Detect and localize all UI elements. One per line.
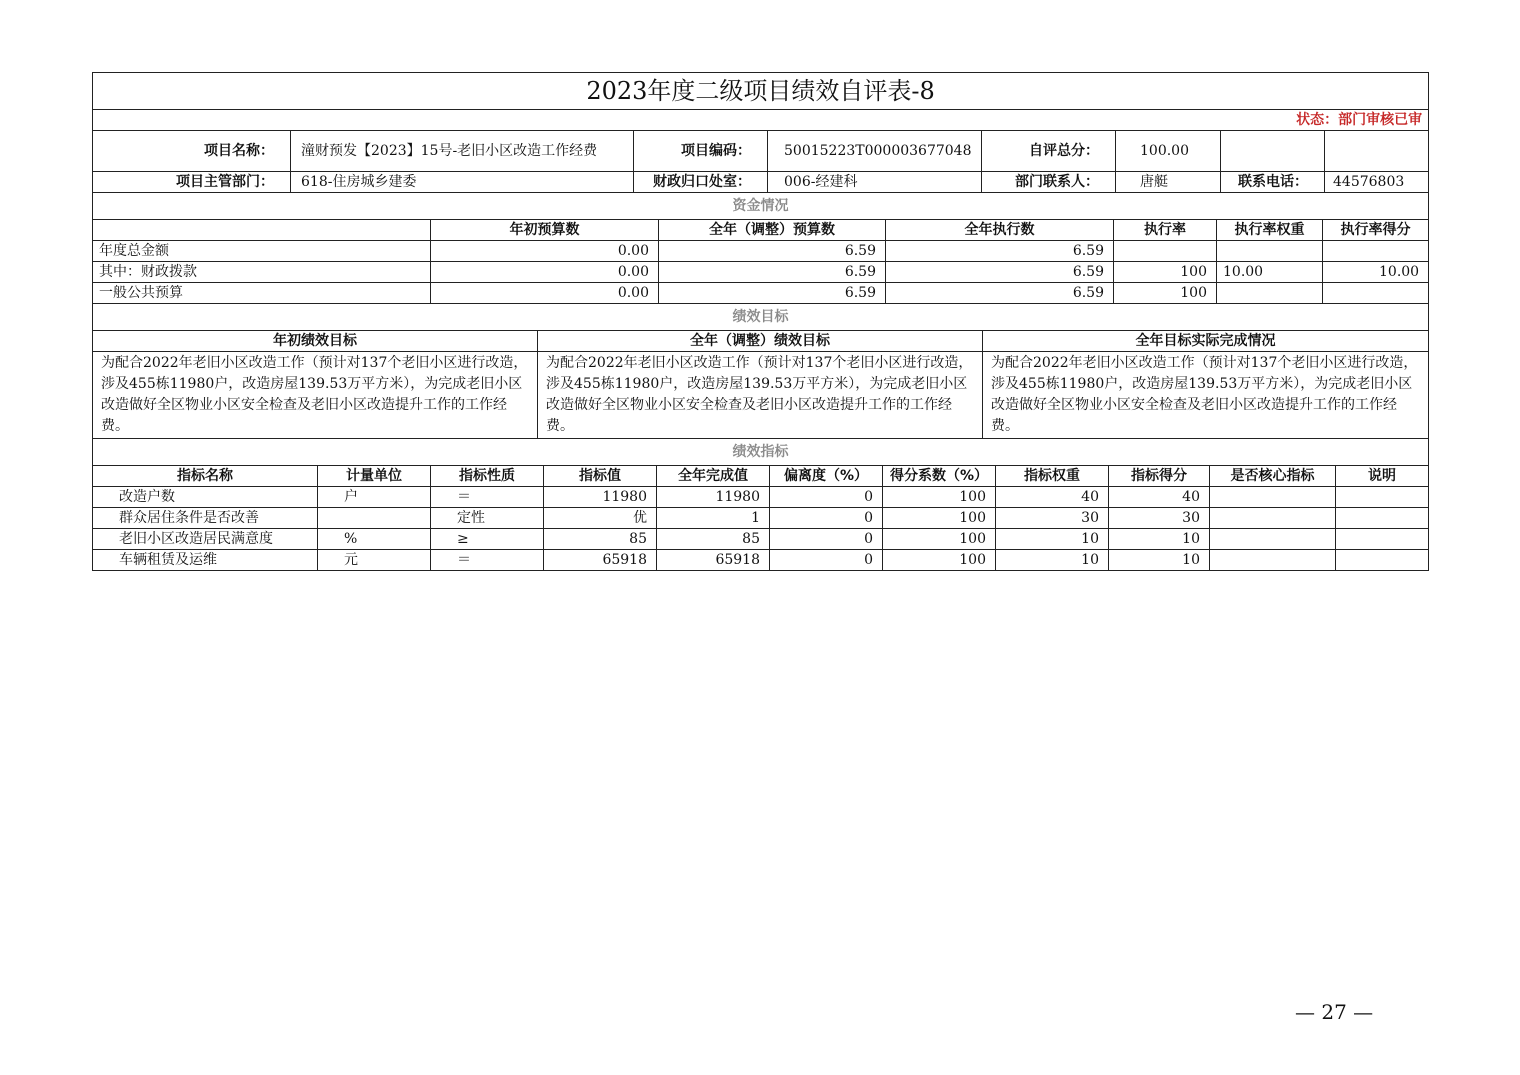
indicator-header: 得分系数（%） bbox=[883, 466, 996, 487]
funds-cell: 6.59 bbox=[659, 262, 886, 283]
phone-value: 44576803 bbox=[1325, 172, 1429, 193]
funds-cell: 0.00 bbox=[431, 241, 659, 262]
indicator-header: 指标值 bbox=[544, 466, 657, 487]
funds-header: 全年（调整）预算数 bbox=[659, 220, 886, 241]
funds-cell: 0.00 bbox=[431, 262, 659, 283]
indicator-header: 全年完成值 bbox=[657, 466, 770, 487]
indicator-header: 说明 bbox=[1336, 466, 1429, 487]
indicator-header: 计量单位 bbox=[318, 466, 431, 487]
funds-cell: 6.59 bbox=[659, 241, 886, 262]
funds-section-title: 资金情况 bbox=[93, 193, 1429, 220]
self-evaluation-form bbox=[92, 72, 1428, 571]
table-row bbox=[93, 550, 1429, 571]
indicator-cell: 老旧小区改造居民满意度 bbox=[93, 529, 318, 550]
funds-cell: 6.59 bbox=[886, 283, 1114, 304]
indicators-table bbox=[92, 438, 1429, 571]
indicator-cell bbox=[1210, 550, 1336, 571]
indicator-cell: 定性 bbox=[431, 508, 544, 529]
funds-cell bbox=[1114, 241, 1217, 262]
indicator-cell: 10 bbox=[996, 529, 1109, 550]
goals-table bbox=[92, 303, 1429, 439]
goals-header-actual: 全年目标实际完成情况 bbox=[983, 331, 1429, 352]
funds-cell: 6.59 bbox=[886, 241, 1114, 262]
indicator-cell: 0 bbox=[770, 529, 883, 550]
indicator-cell bbox=[1336, 529, 1429, 550]
empty-cell bbox=[1221, 131, 1325, 172]
indicator-cell: 10 bbox=[996, 550, 1109, 571]
funds-cell: 100 bbox=[1114, 283, 1217, 304]
indicator-cell: 0 bbox=[770, 508, 883, 529]
indicator-cell: 30 bbox=[996, 508, 1109, 529]
indicator-cell: 85 bbox=[544, 529, 657, 550]
table-row bbox=[93, 241, 1429, 262]
indicator-cell: 40 bbox=[1109, 487, 1210, 508]
goal-text-initial: 为配合2022年老旧小区改造工作（预计对137个老旧小区进行改造，涉及455栋11980户，改造房屋139.53万平方米），为完成老旧小区改造做好全区物业小区安全检查及老旧小区改造提升工作的工作经费。 bbox=[93, 352, 538, 439]
project-code-value: 50015223T000003677048 bbox=[768, 131, 982, 172]
indicator-cell: 11980 bbox=[544, 487, 657, 508]
project-info-table bbox=[92, 72, 1429, 193]
finance-office-value: 006-经建科 bbox=[768, 172, 982, 193]
indicator-cell: ≥ bbox=[431, 529, 544, 550]
indicator-cell: % bbox=[318, 529, 431, 550]
goal-text-adjusted: 为配合2022年老旧小区改造工作（预计对137个老旧小区进行改造，涉及455栋11980户，改造房屋139.53万平方米），为完成老旧小区改造做好全区物业小区安全检查及老旧小区改造提升工作的工作经费。 bbox=[538, 352, 983, 439]
indicator-cell: 40 bbox=[996, 487, 1109, 508]
indicator-cell bbox=[1336, 508, 1429, 529]
indicator-header: 指标得分 bbox=[1109, 466, 1210, 487]
indicator-header: 指标名称 bbox=[93, 466, 318, 487]
dept-label: 项目主管部门： bbox=[93, 172, 291, 193]
dept-value: 618-住房城乡建委 bbox=[291, 172, 634, 193]
funds-header: 执行率 bbox=[1114, 220, 1217, 241]
indicator-cell: ＝ bbox=[431, 487, 544, 508]
project-name-label: 项目名称： bbox=[93, 131, 291, 172]
funds-cell: 0.00 bbox=[431, 283, 659, 304]
indicator-cell: 65918 bbox=[544, 550, 657, 571]
indicator-cell bbox=[1336, 550, 1429, 571]
indicator-cell: 10 bbox=[1109, 529, 1210, 550]
project-code-label: 项目编码： bbox=[634, 131, 768, 172]
funds-cell: 年度总金额 bbox=[93, 241, 431, 262]
indicator-cell bbox=[1210, 508, 1336, 529]
indicator-cell bbox=[1210, 487, 1336, 508]
status-badge: 状态：部门审核已审 bbox=[93, 110, 1429, 131]
funds-header: 执行率得分 bbox=[1323, 220, 1429, 241]
indicator-cell: 100 bbox=[883, 529, 996, 550]
indicator-cell: 85 bbox=[657, 529, 770, 550]
funds-header: 全年执行数 bbox=[886, 220, 1114, 241]
indicator-cell: 100 bbox=[883, 487, 996, 508]
funds-cell: 100 bbox=[1114, 262, 1217, 283]
indicator-cell bbox=[1336, 487, 1429, 508]
funds-cell: 10.00 bbox=[1217, 262, 1323, 283]
score-value: 100.00 bbox=[1116, 131, 1221, 172]
goals-header-initial: 年初绩效目标 bbox=[93, 331, 538, 352]
score-label: 自评总分： bbox=[982, 131, 1116, 172]
funds-cell: 10.00 bbox=[1323, 262, 1429, 283]
contact-value: 唐艇 bbox=[1116, 172, 1221, 193]
funds-cell bbox=[1323, 241, 1429, 262]
form-title: 2023年度二级项目绩效自评表-8 bbox=[93, 73, 1429, 110]
funds-header: 年初预算数 bbox=[431, 220, 659, 241]
funds-cell: 一般公共预算 bbox=[93, 283, 431, 304]
indicator-cell: 10 bbox=[1109, 550, 1210, 571]
table-row bbox=[93, 262, 1429, 283]
table-row bbox=[93, 283, 1429, 304]
table-row bbox=[93, 508, 1429, 529]
indicator-cell bbox=[318, 508, 431, 529]
indicators-section-title: 绩效指标 bbox=[93, 439, 1429, 466]
indicator-cell: 11980 bbox=[657, 487, 770, 508]
indicator-cell: 1 bbox=[657, 508, 770, 529]
contact-label: 部门联系人： bbox=[982, 172, 1116, 193]
indicator-cell: 户 bbox=[318, 487, 431, 508]
table-row bbox=[93, 529, 1429, 550]
goals-section-title: 绩效目标 bbox=[93, 304, 1429, 331]
finance-office-label: 财政归口处室： bbox=[634, 172, 768, 193]
funds-table bbox=[92, 192, 1429, 304]
page-number: — 27 — bbox=[1295, 1000, 1374, 1024]
funds-cell: 6.59 bbox=[659, 283, 886, 304]
funds-cell bbox=[1217, 283, 1323, 304]
indicator-cell: 30 bbox=[1109, 508, 1210, 529]
funds-cell: 6.59 bbox=[886, 262, 1114, 283]
goal-text-actual: 为配合2022年老旧小区改造工作（预计对137个老旧小区进行改造，涉及455栋11980户，改造房屋139.53万平方米），为完成老旧小区改造做好全区物业小区安全检查及老旧小区改造提升工作的工作经费。 bbox=[983, 352, 1429, 439]
indicator-cell: 优 bbox=[544, 508, 657, 529]
indicator-cell: 100 bbox=[883, 508, 996, 529]
indicator-cell: 0 bbox=[770, 487, 883, 508]
funds-cell bbox=[1323, 283, 1429, 304]
table-row bbox=[93, 487, 1429, 508]
indicator-cell: 元 bbox=[318, 550, 431, 571]
indicator-cell: 群众居住条件是否改善 bbox=[93, 508, 318, 529]
empty-cell bbox=[1325, 131, 1429, 172]
indicator-header: 偏离度（%） bbox=[770, 466, 883, 487]
indicator-cell: 改造户数 bbox=[93, 487, 318, 508]
indicator-header: 指标性质 bbox=[431, 466, 544, 487]
indicator-cell: 0 bbox=[770, 550, 883, 571]
indicator-header: 指标权重 bbox=[996, 466, 1109, 487]
phone-label: 联系电话： bbox=[1221, 172, 1325, 193]
goals-header-adjusted: 全年（调整）绩效目标 bbox=[538, 331, 983, 352]
indicator-cell: 车辆租赁及运维 bbox=[93, 550, 318, 571]
funds-header: 执行率权重 bbox=[1217, 220, 1323, 241]
funds-cell bbox=[1217, 241, 1323, 262]
indicator-cell: 100 bbox=[883, 550, 996, 571]
indicator-cell: 65918 bbox=[657, 550, 770, 571]
indicator-cell: ＝ bbox=[431, 550, 544, 571]
indicator-header: 是否核心指标 bbox=[1210, 466, 1336, 487]
indicator-cell bbox=[1210, 529, 1336, 550]
project-name-value: 潼财预发【2023】15号-老旧小区改造工作经费 bbox=[291, 131, 634, 172]
funds-header bbox=[93, 220, 431, 241]
funds-cell: 其中：财政拨款 bbox=[93, 262, 431, 283]
